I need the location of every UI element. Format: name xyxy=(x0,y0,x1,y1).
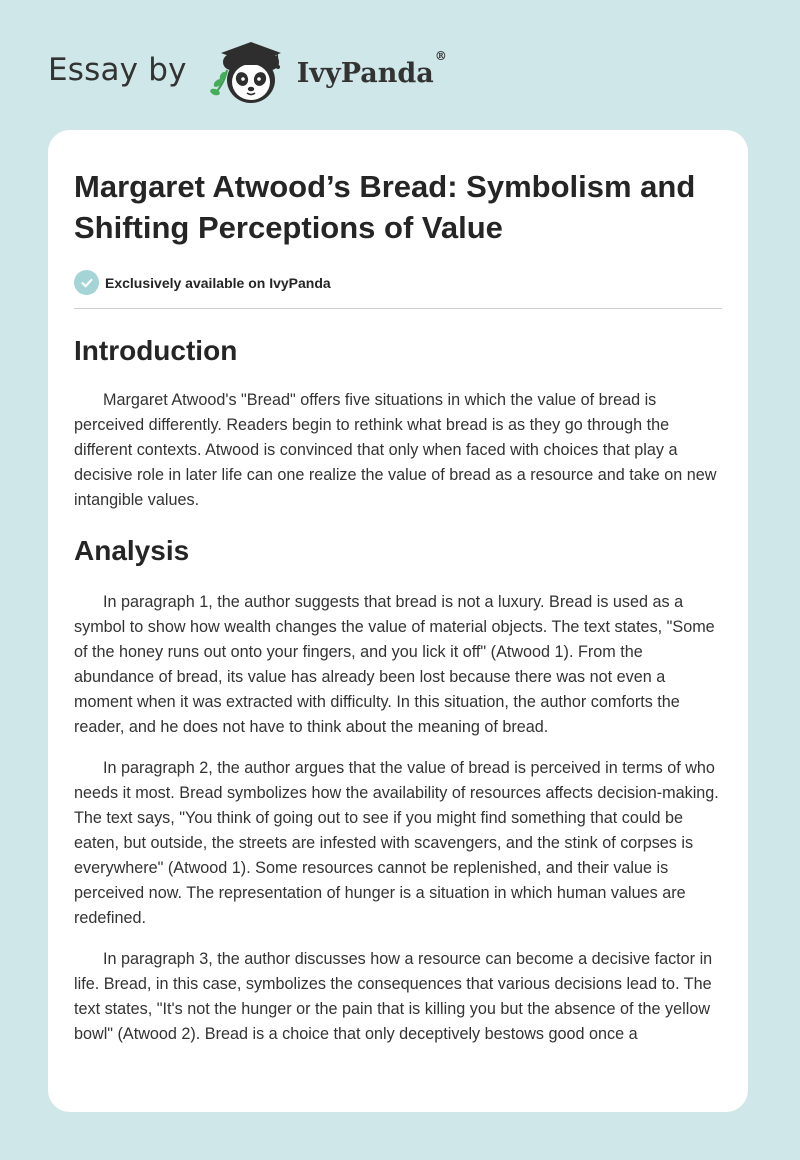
paragraph: Margaret Atwood's "Bread" offers five situations in which the value of bread is perceived differently. Readers begin to rethink what bread is as they go through the different contexts. Atwood is convinced that only when faced with choices that play a decisive role in later life can one realize the value of bread as a resource and take on new intangible values. xyxy=(74,391,717,509)
title-divider xyxy=(74,308,722,309)
site-header xyxy=(48,36,468,108)
section-heading-introduction: Introduction xyxy=(74,335,238,366)
registered-mark: ® xyxy=(434,48,447,63)
essay-content xyxy=(48,130,748,1047)
paragraph: In paragraph 2, the author argues that the value of bread is perceived in terms of who needs it most. Bread symbolizes how the availability of resources affects decision-making. The text says, "You think of going out to see if you might find something that could be eaten, but outside, the streets are infested with scavengers, and the stink of corpses is everywhere" (Atwood 1). Some resources cannot be replenished, and their value is perceived now. The representation of hunger is a situation in which human values are redefined. xyxy=(74,759,719,927)
paragraph: In paragraph 3, the author discusses how a resource can become a decisive factor in life. Bread, in this case, symbolizes the consequences that various decisions lead to. The text states, "It's not the hunger or the pain that is killing you but the absence of the yellow bowl" (Atwood 2). Bread is a choice that only deceptively bestows good once a xyxy=(74,950,713,1043)
section-heading-analysis: Analysis xyxy=(74,535,190,566)
exclusive-badge xyxy=(74,270,722,295)
check-circle-icon xyxy=(74,270,99,295)
essay-title: Margaret Atwood’s Bread: Symbolism and Shifting Perceptions of Value xyxy=(74,169,696,245)
brand-text: IvyPanda xyxy=(296,57,434,89)
essay-by-label: Essay by xyxy=(48,52,187,88)
panda-graduate-logo-icon[interactable] xyxy=(201,36,291,108)
exclusive-badge-label: Exclusively available on IvyPanda xyxy=(105,274,331,291)
paragraph: In paragraph 1, the author suggests that bread is not a luxury. Bread is used as a symbol to show how wealth changes the value of material objects. The text states, "Some of the honey runs out onto your fingers, and you lick it off" (Atwood 1). From the abundance of bread, its value has already been lost because there was not even a moment when it was extracted with difficulty. In this situation, the author comforts the reader, and he does not have to think about the meaning of bread. xyxy=(74,593,715,736)
essay-card xyxy=(48,130,748,1112)
brand-name[interactable] xyxy=(296,48,447,89)
